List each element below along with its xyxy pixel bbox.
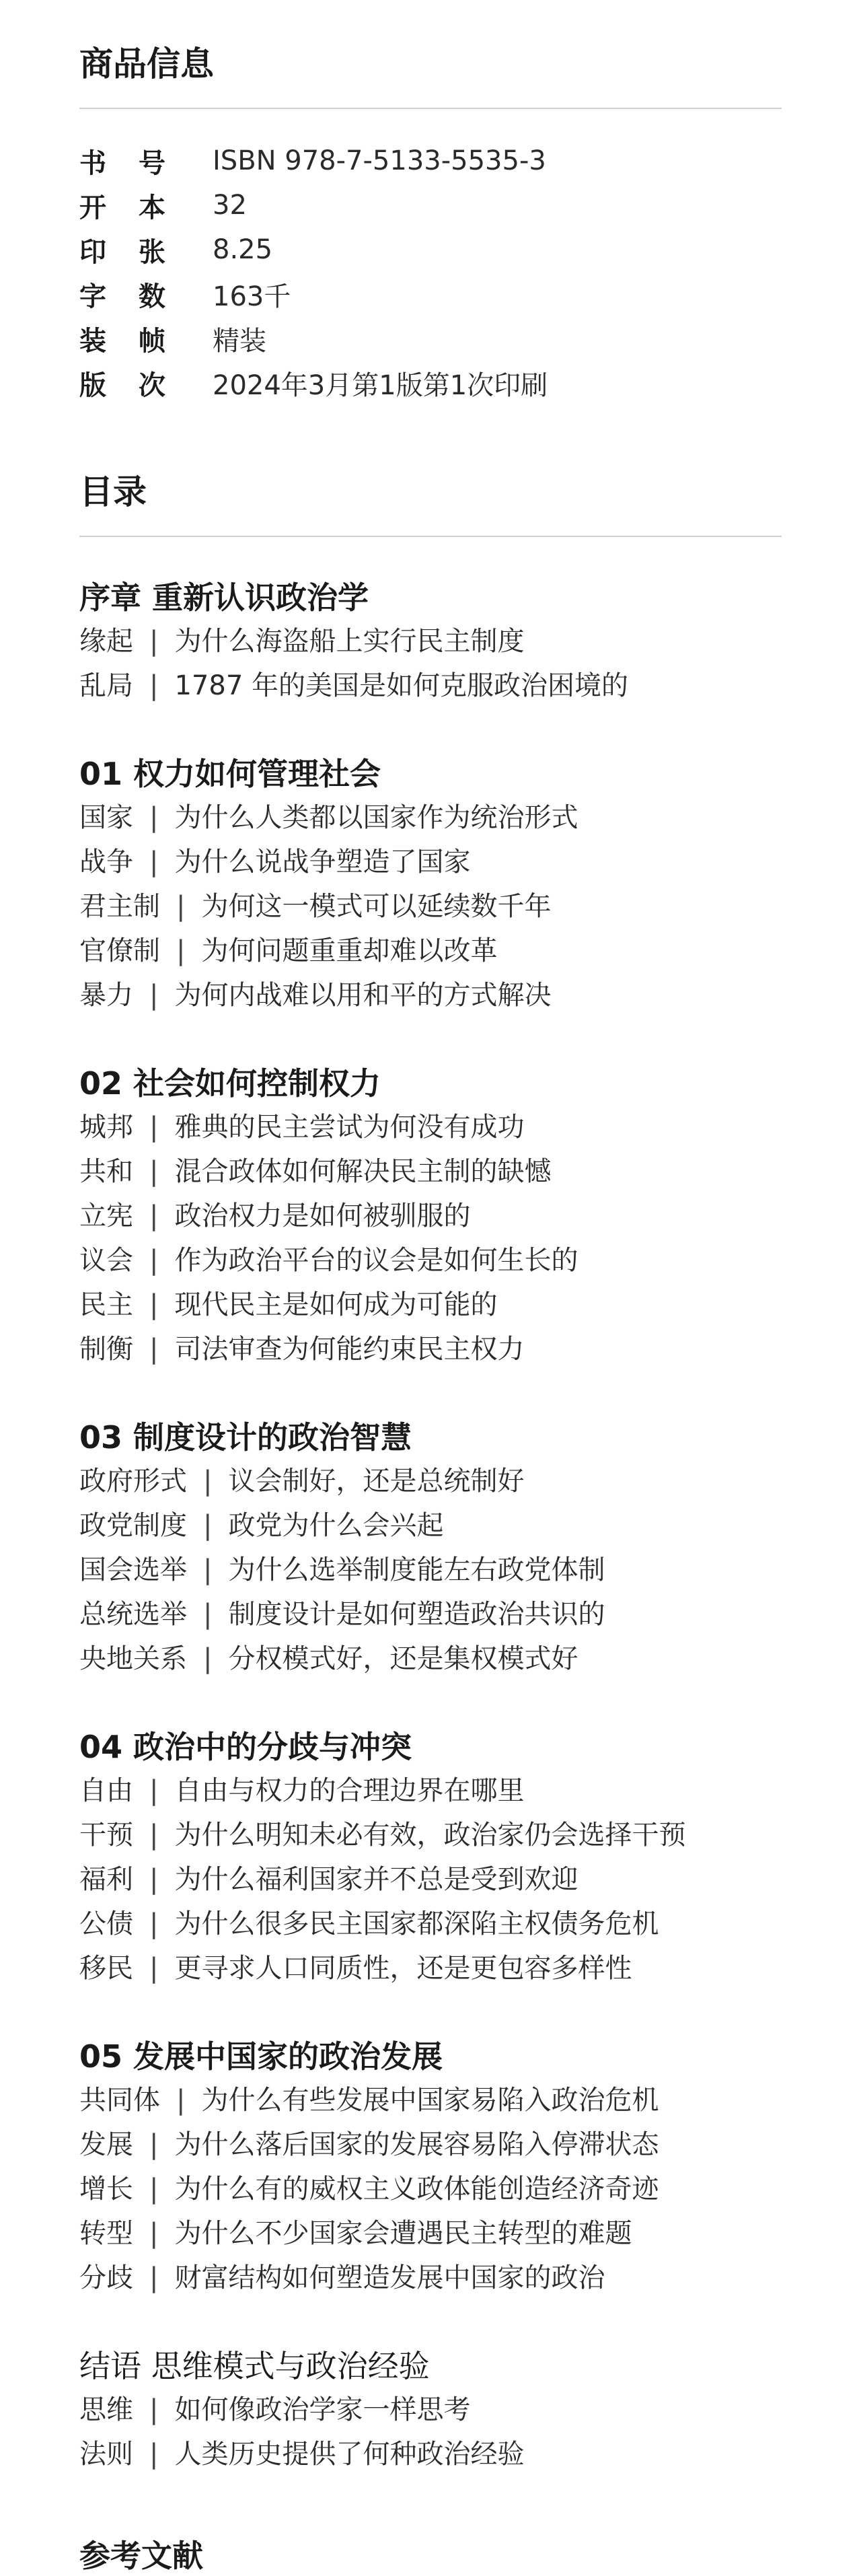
toc-entry-separator: | xyxy=(149,2262,159,2293)
info-value: 8.25 xyxy=(213,234,273,265)
toc-entry-separator: | xyxy=(203,1643,213,1674)
toc-entry xyxy=(79,1946,782,1991)
toc-entry-key: 国家 xyxy=(79,802,133,833)
info-label xyxy=(79,231,213,269)
info-label xyxy=(79,142,213,180)
toc-entry xyxy=(79,2211,782,2256)
toc-entry-key: 移民 xyxy=(79,1953,133,1984)
info-label-char: 帧 xyxy=(139,325,165,357)
toc-entry-title: 司法审查为何能约束民主权力 xyxy=(174,1334,525,1365)
toc-entry-title: 为什么福利国家并不总是受到欢迎 xyxy=(174,1864,578,1895)
toc-entry-title: 为什么有些发展中国家易陷入政治危机 xyxy=(201,2085,659,2116)
toc-entry-title: 为什么海盗船上实行民主制度 xyxy=(174,626,525,657)
toc-entry-separator: | xyxy=(176,891,186,922)
toc-entry-separator: | xyxy=(149,2174,159,2205)
chapter-heading: 05 发展中国家的政治发展 xyxy=(79,2038,443,2075)
toc-entry-title: 更寻求人口同质性，还是更包容多样性 xyxy=(174,1953,632,1984)
toc-chapter xyxy=(79,576,782,708)
info-value: ISBN 978-7-5133-5535-3 xyxy=(213,145,546,176)
info-label xyxy=(79,320,213,358)
info-value: 32 xyxy=(213,190,247,221)
info-value: 精装 xyxy=(213,325,266,357)
toc-entry-separator: | xyxy=(149,1245,159,1276)
toc-entry xyxy=(79,1327,782,1371)
toc-entry-separator: | xyxy=(149,626,159,657)
toc-entry-key: 发展 xyxy=(79,2129,133,2160)
toc-entry xyxy=(79,2167,782,2211)
toc-entry-title: 如何像政治学家一样思考 xyxy=(174,2394,471,2425)
toc-entry-key: 暴力 xyxy=(79,980,133,1011)
toc-entry-title: 为什么明知未必有效，政治家仍会选择干预 xyxy=(174,1820,686,1851)
info-label-char: 张 xyxy=(139,236,165,268)
toc-entry-title: 为何问题重重却难以改革 xyxy=(201,935,498,966)
toc-entry-key: 缘起 xyxy=(79,626,133,657)
chapter-heading: 结语 思维模式与政治经验 xyxy=(79,2348,430,2384)
info-label xyxy=(79,364,213,402)
toc-entry xyxy=(79,1283,782,1327)
toc-entry-key: 公债 xyxy=(79,1908,133,1939)
info-label-char: 字 xyxy=(79,281,106,312)
info-label-char: 数 xyxy=(139,281,165,312)
toc-entry xyxy=(79,619,782,664)
toc-entry-separator: | xyxy=(203,1599,213,1630)
toc-entry xyxy=(79,2256,782,2300)
toc-entry-title: 政党为什么会兴起 xyxy=(228,1510,444,1541)
chapter-heading: 01 权力如何管理社会 xyxy=(79,756,381,792)
product-info-title: 商品信息 xyxy=(79,44,214,83)
product-info-list xyxy=(79,139,782,405)
toc-entry xyxy=(79,1548,782,1592)
toc-entry-key: 立宪 xyxy=(79,1201,133,1231)
info-label-char: 装 xyxy=(79,325,106,357)
toc-entry-title: 制度设计是如何塑造政治共识的 xyxy=(228,1599,605,1630)
toc-entry-key: 政府形式 xyxy=(79,1466,187,1497)
toc-entry-key: 转型 xyxy=(79,2218,133,2249)
toc-entry-title: 雅典的民主尝试为何没有成功 xyxy=(174,1112,525,1143)
toc-entry-separator: | xyxy=(203,1510,213,1541)
toc-entry xyxy=(79,1194,782,1238)
toc-entry-key: 福利 xyxy=(79,1864,133,1895)
info-label xyxy=(79,275,213,314)
info-label-char: 开 xyxy=(79,192,106,223)
toc-entry-separator: | xyxy=(203,1466,213,1497)
toc-entry-separator: | xyxy=(149,1156,159,1187)
toc-entry-title: 现代民主是如何成为可能的 xyxy=(174,1289,498,1320)
toc-entry-title: 1787 年的美国是如何克服政治困境的 xyxy=(174,670,628,701)
toc-entry-key: 君主制 xyxy=(79,891,160,922)
info-row xyxy=(79,272,782,316)
chapter-heading: 02 社会如何控制权力 xyxy=(79,1065,381,1102)
toc-entry-separator: | xyxy=(149,980,159,1011)
toc-chapter xyxy=(79,1416,782,1681)
toc-entry-key: 增长 xyxy=(79,2174,133,2205)
table-of-contents xyxy=(79,576,782,2476)
toc-entry-key: 乱局 xyxy=(79,670,133,701)
toc-entry-title: 议会制好，还是总统制好 xyxy=(228,1466,525,1497)
toc-chapter xyxy=(79,2035,782,2300)
toc-entry-separator: | xyxy=(149,1775,159,1806)
toc-entry xyxy=(79,1238,782,1283)
toc-entry-separator: | xyxy=(149,1201,159,1231)
info-label-char: 书 xyxy=(79,147,106,179)
chapter-heading: 序章 重新认识政治学 xyxy=(79,579,369,616)
toc-entry-separator: | xyxy=(149,2439,159,2470)
toc-entry-separator: | xyxy=(149,2129,159,2160)
divider xyxy=(79,536,782,537)
toc-entry-title: 为什么有的威权主义政体能创造经济奇迹 xyxy=(174,2174,659,2205)
toc-entry-title: 财富结构如何塑造发展中国家的政治 xyxy=(174,2262,605,2293)
toc-entry-separator: | xyxy=(149,802,159,833)
toc-entry-title: 自由与权力的合理边界在哪里 xyxy=(174,1775,525,1806)
toc-title: 目录 xyxy=(79,472,147,511)
toc-entry xyxy=(79,2078,782,2122)
info-label-char: 号 xyxy=(139,147,165,179)
references-heading: 参考文献 xyxy=(79,2538,203,2574)
toc-entry-key: 政党制度 xyxy=(79,1510,187,1541)
info-row xyxy=(79,361,782,405)
toc-entry-key: 央地关系 xyxy=(79,1643,187,1674)
toc-entry-title: 为何这一模式可以延续数千年 xyxy=(201,891,552,922)
toc-entry xyxy=(79,1459,782,1503)
toc-entry xyxy=(79,840,782,884)
toc-entry-separator: | xyxy=(149,1864,159,1895)
toc-entry xyxy=(79,1813,782,1857)
toc-entry xyxy=(79,929,782,973)
toc-entry xyxy=(79,973,782,1017)
toc-entry-title: 为什么不少国家会遭遇民主转型的难题 xyxy=(174,2218,632,2249)
toc-chapter xyxy=(79,1062,782,1371)
info-row xyxy=(79,316,782,361)
toc-entry-key: 法则 xyxy=(79,2439,133,2470)
divider xyxy=(79,108,782,109)
toc-entry-separator: | xyxy=(149,847,159,878)
toc-entry xyxy=(79,1503,782,1548)
toc-entry xyxy=(79,1105,782,1149)
info-value: 2024年3月第1版第1次印刷 xyxy=(213,369,548,401)
toc-entry-title: 为什么很多民主国家都深陷主权债务危机 xyxy=(174,1908,659,1939)
toc-entry-separator: | xyxy=(149,1820,159,1851)
toc-entry-key: 国会选举 xyxy=(79,1554,187,1585)
toc-entry xyxy=(79,2122,782,2167)
info-label-char: 次 xyxy=(139,369,165,401)
toc-entry xyxy=(79,1592,782,1637)
toc-entry-title: 人类历史提供了何种政治经验 xyxy=(174,2439,525,2470)
info-label-char: 版 xyxy=(79,369,106,401)
toc-entry-title: 为什么选举制度能左右政党体制 xyxy=(228,1554,605,1585)
chapter-heading: 03 制度设计的政治智慧 xyxy=(79,1419,412,1456)
toc-entry-key: 分歧 xyxy=(79,2262,133,2293)
toc-entry-key: 共和 xyxy=(79,1156,133,1187)
toc-entry xyxy=(79,2388,782,2432)
toc-entry-key: 官僚制 xyxy=(79,935,160,966)
toc-entry xyxy=(79,1857,782,1902)
info-row xyxy=(79,227,782,272)
toc-entry-key: 制衡 xyxy=(79,1334,133,1365)
info-label-char: 印 xyxy=(79,236,106,268)
toc-entry-key: 共同体 xyxy=(79,2085,160,2116)
toc-entry xyxy=(79,884,782,929)
toc-entry-separator: | xyxy=(176,935,186,966)
toc-entry-separator: | xyxy=(149,1908,159,1939)
toc-entry-separator: | xyxy=(149,1334,159,1365)
info-label xyxy=(79,186,213,225)
toc-entry-title: 为什么说战争塑造了国家 xyxy=(174,847,471,878)
toc-entry-separator: | xyxy=(176,2085,186,2116)
toc-entry-key: 民主 xyxy=(79,1289,133,1320)
toc-entry xyxy=(79,1149,782,1194)
toc-entry-key: 思维 xyxy=(79,2394,133,2425)
toc-chapter xyxy=(79,1725,782,1991)
toc-entry-key: 议会 xyxy=(79,1245,133,1276)
toc-entry xyxy=(79,664,782,708)
toc-entry-title: 作为政治平台的议会是如何生长的 xyxy=(174,1245,578,1276)
toc-entry-title: 分权模式好，还是集权模式好 xyxy=(228,1643,578,1674)
info-value: 163千 xyxy=(213,281,291,312)
info-label-char: 本 xyxy=(139,192,165,223)
toc-entry xyxy=(79,795,782,840)
toc-entry-separator: | xyxy=(149,2394,159,2425)
toc-chapter xyxy=(79,2345,782,2476)
toc-entry-separator: | xyxy=(203,1554,213,1585)
toc-entry-title: 为什么落后国家的发展容易陷入停滞状态 xyxy=(174,2129,659,2160)
toc-entry xyxy=(79,1637,782,1681)
toc-entry-separator: | xyxy=(149,1953,159,1984)
toc-entry-separator: | xyxy=(149,1289,159,1320)
toc-entry-title: 为什么人类都以国家作为统治形式 xyxy=(174,802,578,833)
toc-entry-title: 混合政体如何解决民主制的缺憾 xyxy=(174,1156,552,1187)
toc-entry xyxy=(79,1768,782,1813)
toc-entry-key: 总统选举 xyxy=(79,1599,187,1630)
toc-entry-key: 干预 xyxy=(79,1820,133,1851)
toc-entry xyxy=(79,1902,782,1946)
info-row xyxy=(79,139,782,183)
info-row xyxy=(79,183,782,227)
toc-entry-key: 战争 xyxy=(79,847,133,878)
toc-entry-separator: | xyxy=(149,670,159,701)
toc-entry-key: 自由 xyxy=(79,1775,133,1806)
toc-entry xyxy=(79,2432,782,2476)
toc-entry-title: 政治权力是如何被驯服的 xyxy=(174,1201,471,1231)
toc-entry-separator: | xyxy=(149,2218,159,2249)
chapter-heading: 04 政治中的分歧与冲突 xyxy=(79,1729,412,1765)
toc-chapter xyxy=(79,752,782,1017)
toc-entry-title: 为何内战难以用和平的方式解决 xyxy=(174,980,552,1011)
toc-entry-key: 城邦 xyxy=(79,1112,133,1143)
toc-entry-separator: | xyxy=(149,1112,159,1143)
